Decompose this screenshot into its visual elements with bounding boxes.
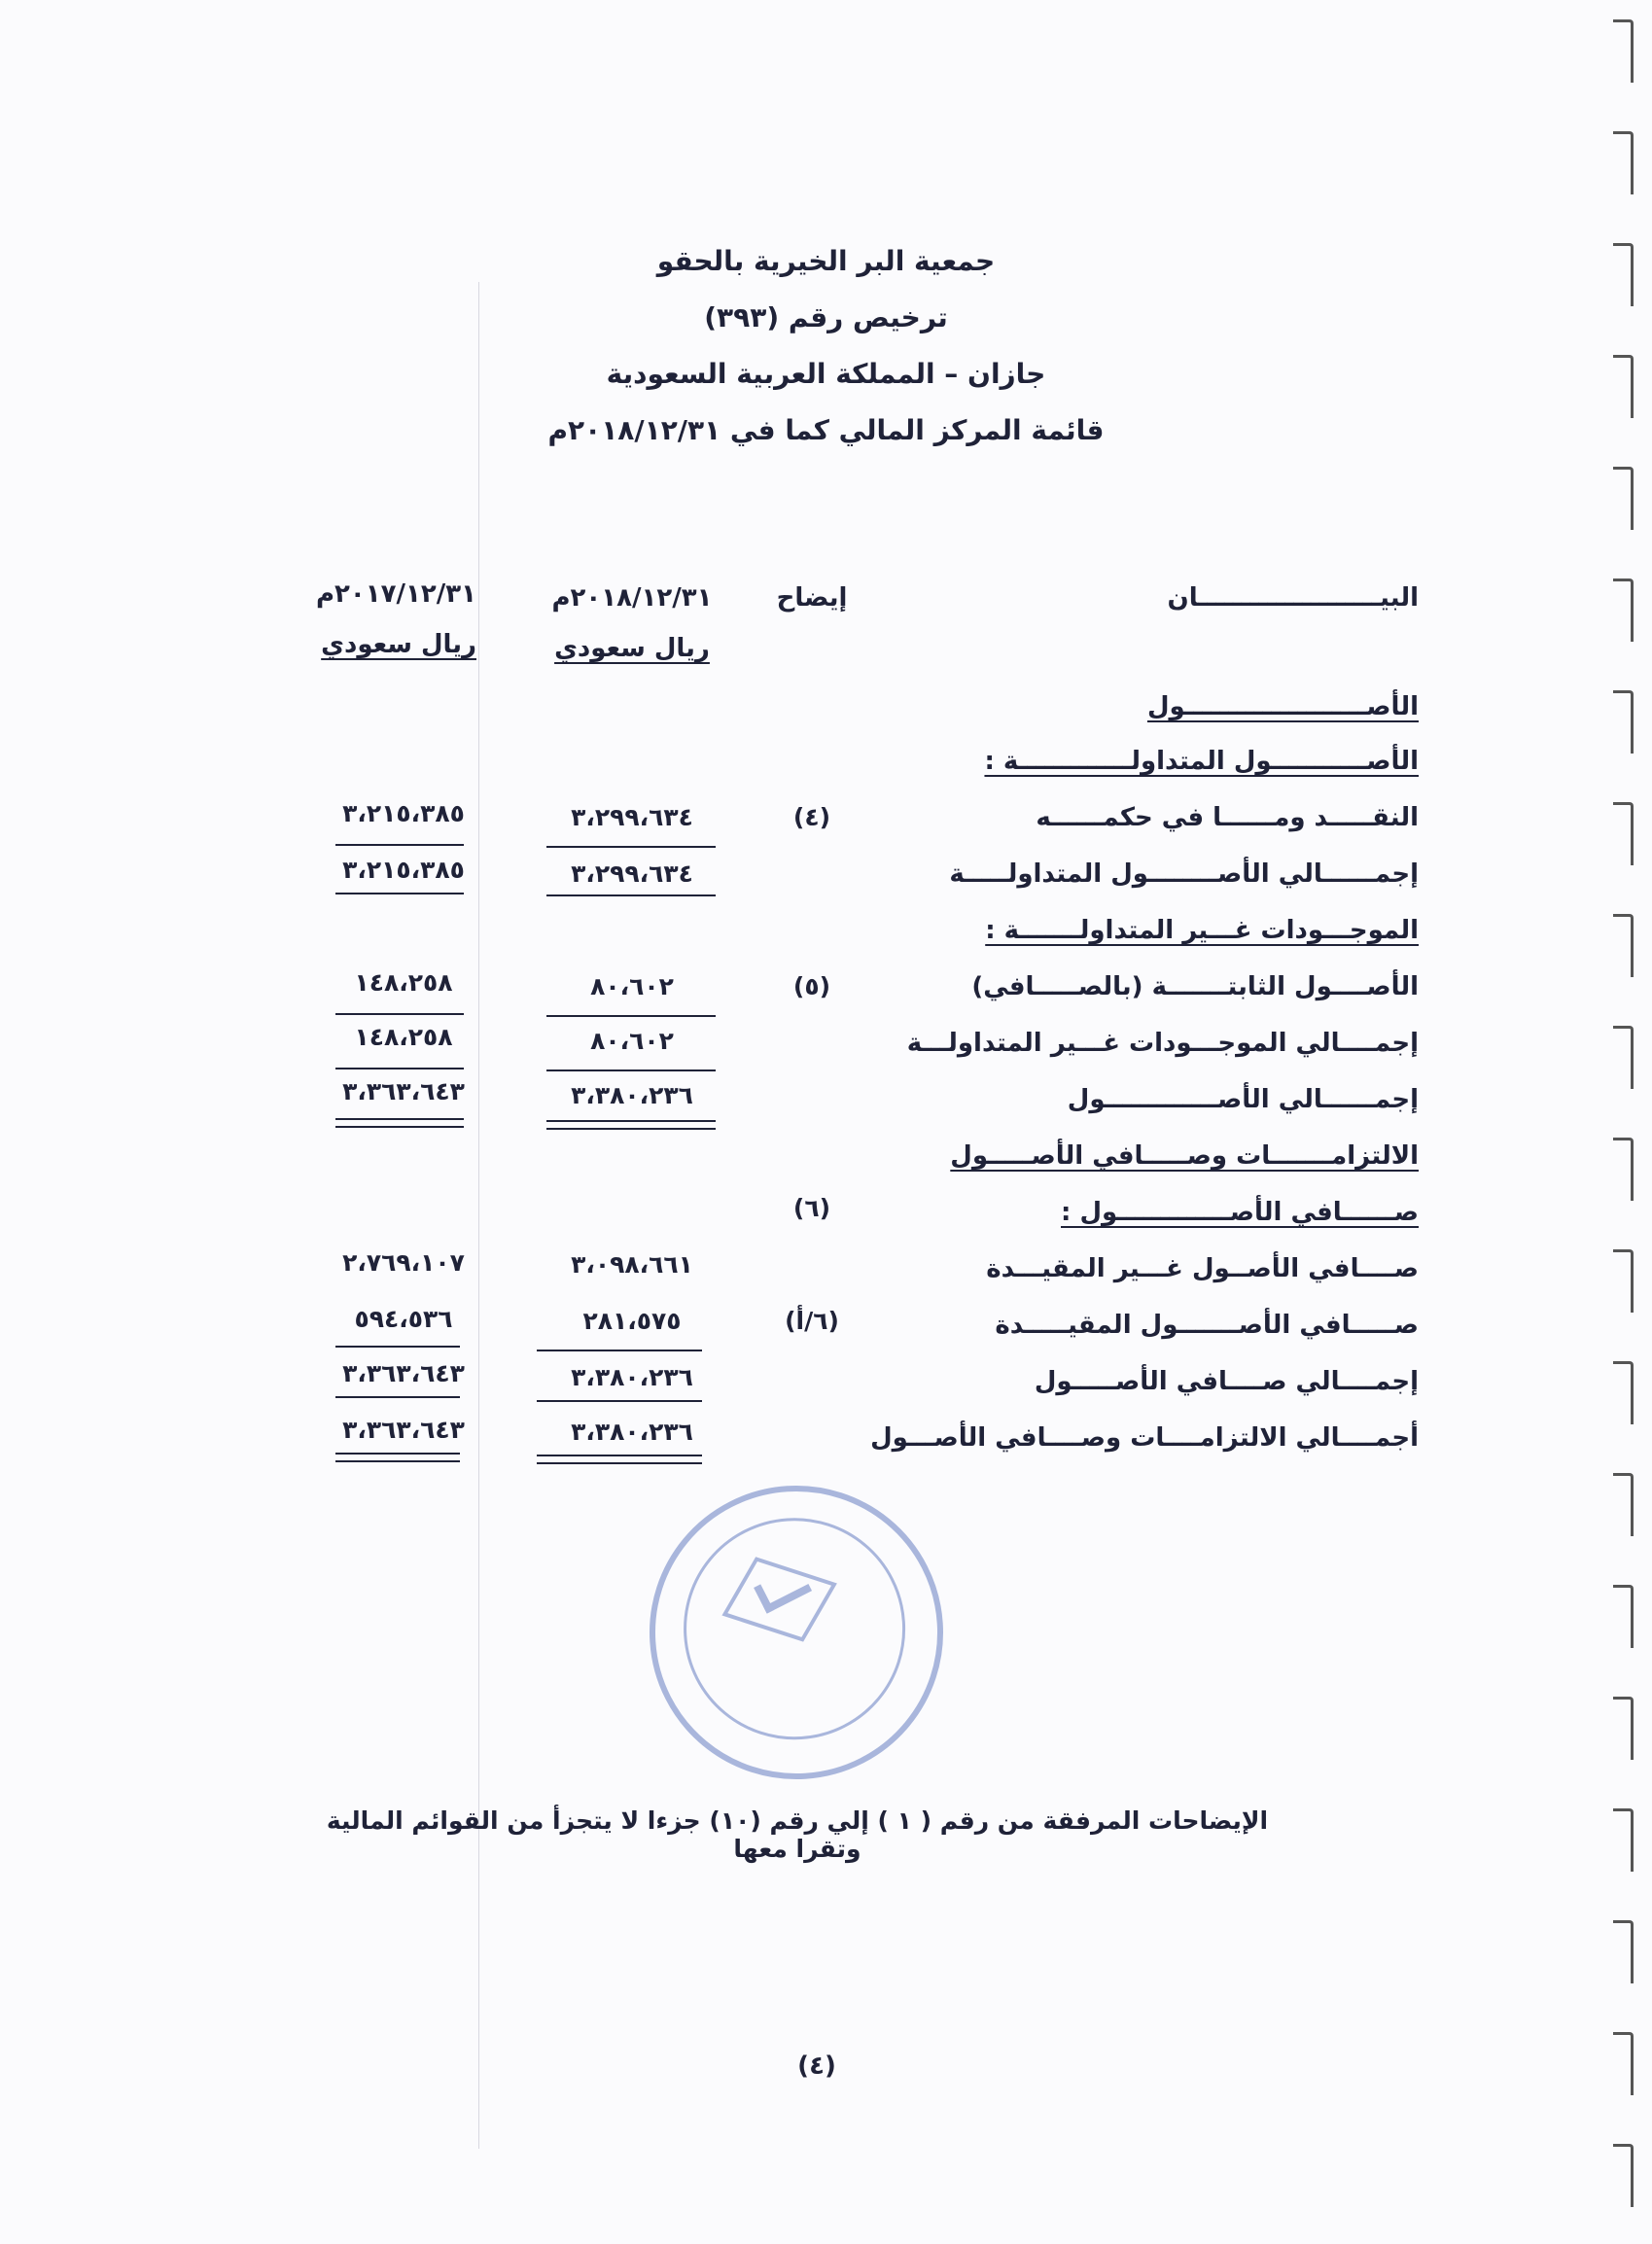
row-note: (٦) [792, 1194, 831, 1222]
row-label: إجمــــــالي الأصــــــــول المتداولـــــة [949, 859, 1419, 889]
row-value-2018: ٣،٢٩٩،٦٣٤ [571, 859, 693, 888]
binder-ring [1613, 1697, 1634, 1760]
subtotal-rule [335, 844, 464, 846]
row-label: الأصــــول الثابتـــــــة (بالصـــــافي) [971, 972, 1419, 1001]
currency-2017: ريال سعودي [321, 630, 476, 659]
binder-ring [1613, 1138, 1634, 1201]
currency-2018: ريال سعودي [554, 634, 710, 663]
row-label: إجمــــالي صــــافي الأصـــــول [1034, 1367, 1419, 1396]
binder-ring [1613, 2032, 1634, 2095]
footer-note: الإيضاحات المرفقة من رقم ( ١ ) إلي رقم (١٠) جزءا لا يتجزأ من القوائم المالية وتقرا معها [326, 1806, 1269, 1863]
row-value-2017: ٥٩٤،٥٣٦ [354, 1305, 453, 1333]
binder-ring [1613, 1585, 1634, 1648]
row-value-2018: ٨٠،٦٠٢ [590, 1027, 674, 1055]
row-value-2018: ٣،٢٩٩،٦٣٤ [571, 803, 693, 831]
binder-ring [1613, 1249, 1634, 1313]
row-value-2018: ٣،٣٨٠،٢٣٦ [571, 1418, 693, 1446]
row-value-2017: ١٤٨،٢٥٨ [354, 968, 453, 997]
total-rule [335, 1396, 460, 1398]
page-number: (٤) [797, 2051, 836, 2081]
binder-ring [1613, 131, 1634, 194]
binder-ring [1613, 802, 1634, 865]
subtotal-rule [546, 846, 716, 848]
row-value-2017: ٣،٣٦٣،٦٤٣ [342, 1359, 465, 1387]
license-number: ترخيص رقم (٣٩٣) [704, 301, 948, 333]
row-label: الأصـــــــــــول المتداولـــــــــــــة : [984, 747, 1419, 776]
row-value-2017: ٣،٣٦٣،٦٤٣ [342, 1077, 465, 1105]
subtotal-rule [546, 1015, 716, 1017]
binder-ring [1613, 19, 1634, 83]
subtotal-rule [335, 1346, 460, 1348]
row-value-2018: ٣،٣٨٠،٢٣٦ [571, 1363, 693, 1391]
row-value-2018: ٣،٣٨٠،٢٣٦ [571, 1081, 693, 1109]
row-label: صـــــافي الأصـــــــول المقيـــــدة [995, 1311, 1419, 1340]
row-value-2018: ٢٨١،٥٧٥ [582, 1307, 682, 1335]
row-value-2017: ١٤٨،٢٥٨ [354, 1023, 453, 1051]
binder-ring [1613, 467, 1634, 530]
total-rule [335, 1068, 464, 1069]
grand-total-double-rule [335, 1118, 464, 1128]
column-header-description: البيـــــــــــــــــــــان [1167, 583, 1419, 613]
binder-ring [1613, 2144, 1634, 2207]
binder-ring [1613, 1920, 1634, 1983]
column-header-2017: ٢٠١٧/١٢/٣١م [315, 579, 476, 609]
subtotal-rule [335, 1013, 464, 1015]
row-value-2018: ٣،٠٩٨،٦٦١ [571, 1250, 693, 1279]
grand-total-double-rule [335, 1453, 460, 1462]
binder-ring [1613, 579, 1634, 642]
row-label: إجمــــالي الموجـــودات غـــير المتداولـــة [906, 1029, 1419, 1058]
row-note: (٥) [792, 972, 831, 1000]
subtotal-rule [537, 1350, 702, 1351]
column-header-note: إيضاح [776, 583, 848, 613]
row-value-2017: ٣،٢١٥،٣٨٥ [342, 799, 465, 827]
binder-ring [1613, 1361, 1634, 1424]
row-label: الالتزامـــــــات وصـــــافي الأصـــــول [950, 1141, 1419, 1171]
statement-title: قائمة المركز المالي كما في ٢٠١٨/١٢/٣١م [547, 414, 1105, 446]
location: جازان – المملكة العربية السعودية [606, 358, 1046, 390]
row-value-2018: ٨٠،٦٠٢ [590, 972, 674, 1000]
row-label: صــــــافي الأصـــــــــــــول : [1061, 1198, 1419, 1227]
grand-total-double-rule [546, 1120, 716, 1130]
total-rule [335, 893, 464, 894]
row-label: الموجـــودات غـــير المتداولـــــــة : [985, 916, 1419, 945]
binder-ring [1613, 690, 1634, 754]
accountant-stamp [612, 1448, 982, 1818]
binder-ring [1613, 1473, 1634, 1536]
row-value-2017: ٣،٢١٥،٣٨٥ [342, 856, 465, 884]
row-note: (٤) [792, 803, 831, 831]
column-header-2018: ٢٠١٨/١٢/٣١م [551, 583, 713, 613]
total-rule [546, 894, 716, 896]
margin-line [478, 282, 479, 2149]
org-name: جمعية البر الخيرية بالحقو [656, 245, 996, 277]
row-label: إجمــــــالي الأصـــــــــــــول [1067, 1085, 1419, 1114]
row-note: (٦/أ) [785, 1307, 839, 1335]
row-label: صــــافي الأصــول غـــير المقيـــدة [986, 1254, 1419, 1283]
grand-total-double-rule [537, 1455, 702, 1464]
total-rule [537, 1400, 702, 1402]
binder-ring [1613, 1026, 1634, 1089]
row-label: الأصـــــــــــــــــــــول [1146, 692, 1419, 721]
binder-ring [1613, 1808, 1634, 1872]
row-value-2017: ٢،٧٦٩،١٠٧ [342, 1248, 465, 1277]
binder-ring [1613, 914, 1634, 977]
row-label: النقـــــد ومــــــا في حكمــــــه [1036, 803, 1419, 832]
row-label: أجمــــالي الالتزامــــات وصــــافي الأصـــول [870, 1423, 1419, 1453]
document-header [0, 233, 1652, 459]
total-rule [546, 1069, 716, 1071]
row-value-2017: ٣،٣٦٣،٦٤٣ [342, 1416, 465, 1444]
